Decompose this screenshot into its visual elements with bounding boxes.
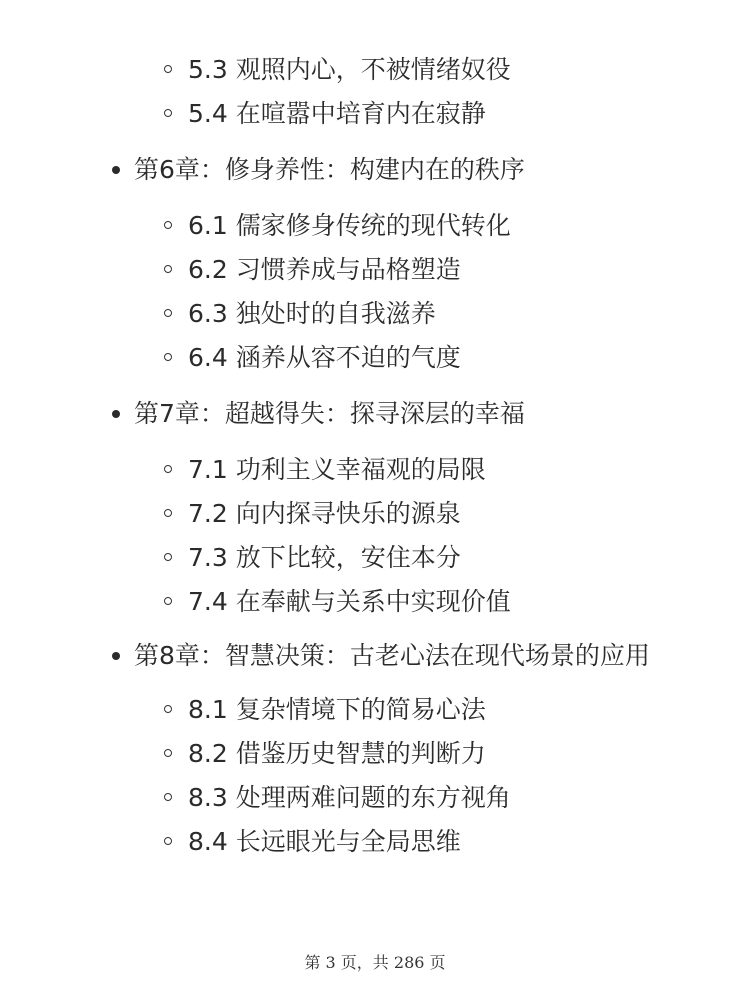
hollow-bullet-icon xyxy=(164,309,172,317)
hollow-bullet-icon xyxy=(164,353,172,361)
toc-section-6-4[interactable] xyxy=(0,336,750,380)
hollow-bullet-icon xyxy=(164,509,172,517)
hollow-bullet-icon xyxy=(164,705,172,713)
toc-section-6-3[interactable] xyxy=(0,292,750,336)
filled-bullet-icon xyxy=(112,652,120,660)
toc-section-8-3[interactable] xyxy=(0,776,750,820)
toc-section-8-4[interactable] xyxy=(0,820,750,864)
page-indicator: 第 3 页，共 286 页 xyxy=(304,953,446,972)
filled-bullet-icon xyxy=(112,166,120,174)
toc-section-7-4[interactable] xyxy=(0,580,750,624)
filled-bullet-icon xyxy=(112,410,120,418)
toc-chapter-label: 第7章：超越得失：探寻深层的幸福 xyxy=(134,399,525,428)
toc-section-label: 6.1 儒家修身传统的现代转化 xyxy=(188,211,511,240)
hollow-bullet-icon xyxy=(164,265,172,273)
hollow-bullet-icon xyxy=(164,837,172,845)
toc-section-label: 8.2 借鉴历史智慧的判断力 xyxy=(188,739,486,768)
toc-section-label: 7.4 在奉献与关系中实现价值 xyxy=(188,587,511,616)
toc-section-label: 5.4 在喧嚣中培育内在寂静 xyxy=(188,99,486,128)
toc-section-label: 6.2 习惯养成与品格塑造 xyxy=(188,255,461,284)
hollow-bullet-icon xyxy=(164,465,172,473)
toc-section-5-4[interactable] xyxy=(0,92,750,136)
toc-section-label: 7.3 放下比较，安住本分 xyxy=(188,543,461,572)
toc-section-label: 8.1 复杂情境下的简易心法 xyxy=(188,695,486,724)
toc-section-6-1[interactable] xyxy=(0,204,750,248)
toc-section-label: 8.4 长远眼光与全局思维 xyxy=(188,827,461,856)
toc-section-label: 7.1 功利主义幸福观的局限 xyxy=(188,455,486,484)
toc-section-label: 5.3 观照内心，不被情绪奴役 xyxy=(188,55,511,84)
hollow-bullet-icon xyxy=(164,109,172,117)
toc-chapter-6[interactable] xyxy=(0,148,750,192)
toc-chapter-7[interactable] xyxy=(0,392,750,436)
toc-chapter-8[interactable] xyxy=(0,636,750,676)
toc-section-label: 6.3 独处时的自我滋养 xyxy=(188,299,436,328)
toc-section-label: 8.3 处理两难问题的东方视角 xyxy=(188,783,511,812)
hollow-bullet-icon xyxy=(164,65,172,73)
hollow-bullet-icon xyxy=(164,553,172,561)
hollow-bullet-icon xyxy=(164,793,172,801)
hollow-bullet-icon xyxy=(164,597,172,605)
hollow-bullet-icon xyxy=(164,749,172,757)
toc-chapter-label: 第8章：智慧决策：古老心法在现代场景的应用 xyxy=(134,641,650,670)
toc-section-8-1[interactable] xyxy=(0,688,750,732)
toc-chapter-label: 第6章：修身养性：构建内在的秩序 xyxy=(134,155,525,184)
toc-section-7-3[interactable] xyxy=(0,536,750,580)
toc-section-7-2[interactable] xyxy=(0,492,750,536)
table-of-contents xyxy=(0,48,750,864)
hollow-bullet-icon xyxy=(164,221,172,229)
toc-section-label: 7.2 向内探寻快乐的源泉 xyxy=(188,499,461,528)
toc-section-5-3[interactable] xyxy=(0,48,750,92)
toc-section-label: 6.4 涵养从容不迫的气度 xyxy=(188,343,461,372)
toc-section-8-2[interactable] xyxy=(0,732,750,776)
toc-section-6-2[interactable] xyxy=(0,248,750,292)
toc-section-7-1[interactable] xyxy=(0,448,750,492)
